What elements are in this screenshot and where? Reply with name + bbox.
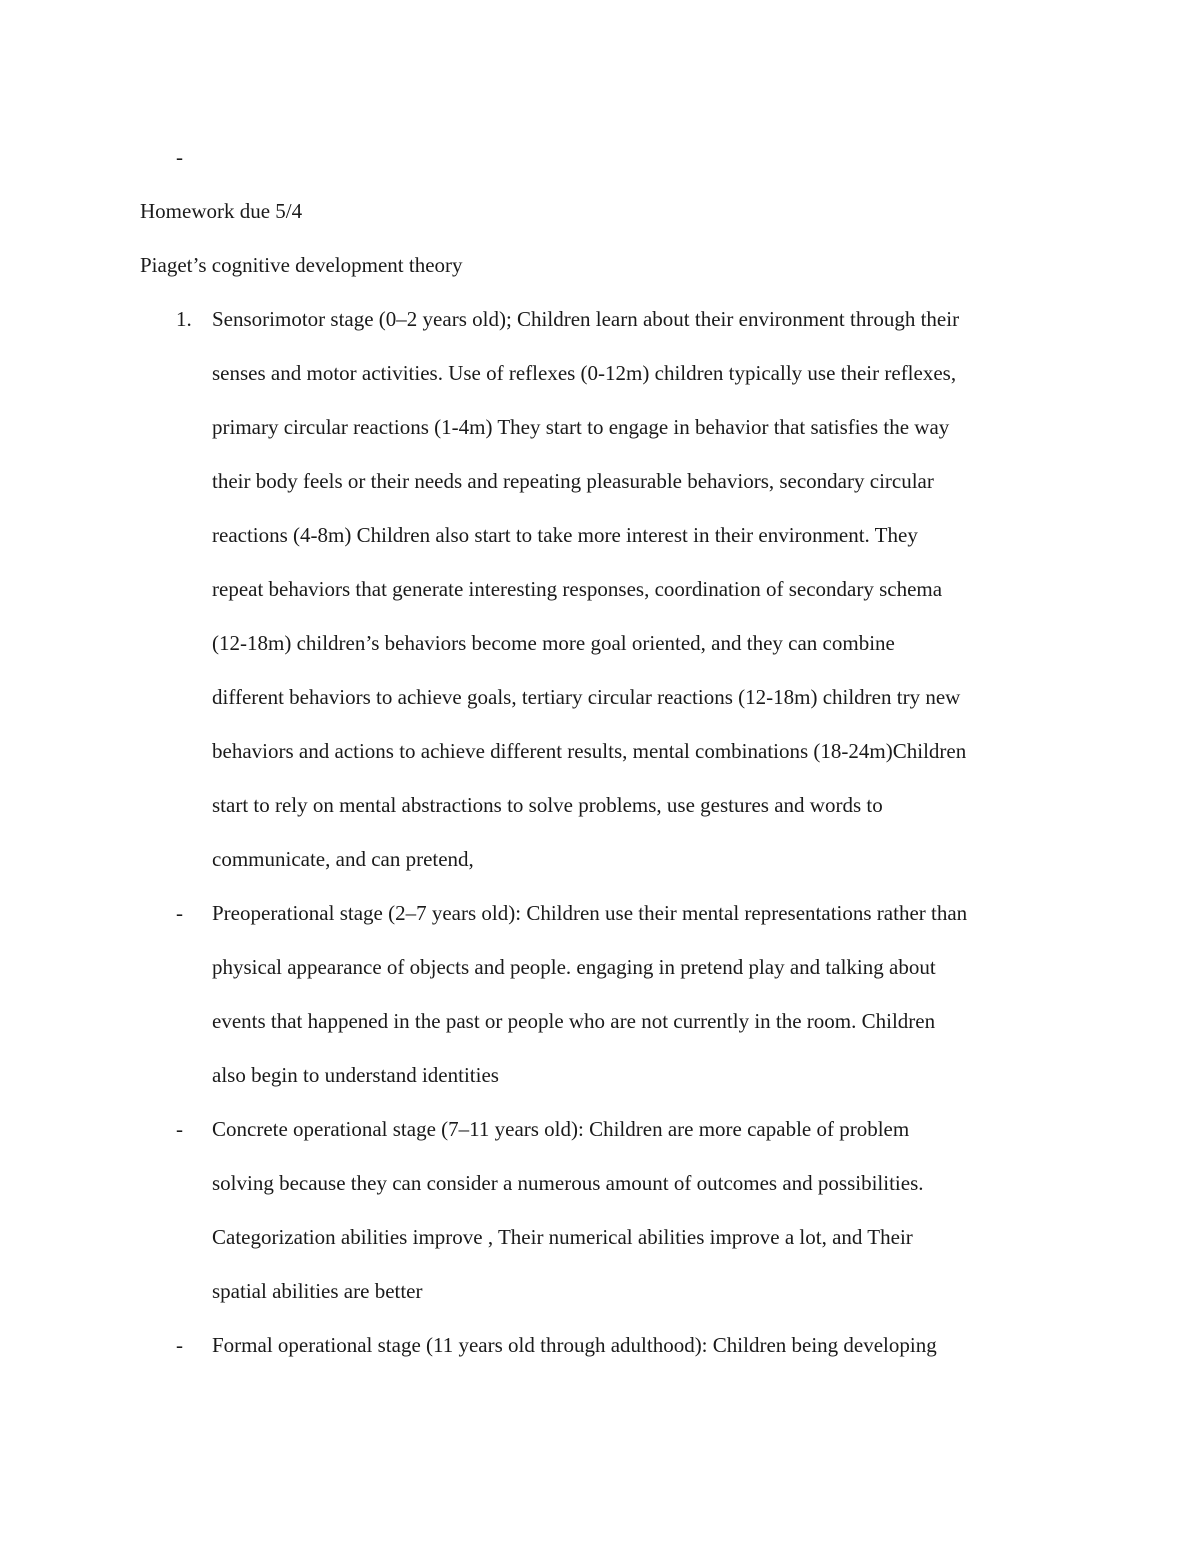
list-item-line: their body feels or their needs and repeating pleasurable behaviors, secondary circular [212,469,934,493]
list-item-line: physical appearance of objects and people. engaging in pretend play and talking about [212,955,936,979]
list-item-line: Categorization abilities improve , Their numerical abilities improve a lot, and Their [212,1225,913,1249]
list-item-line: primary circular reactions (1-4m) They start to engage in behavior that satisfies the way [212,415,950,439]
list-item [140,901,1080,1117]
list-item-line: Sensorimotor stage (0–2 years old); Children learn about their environment through their [212,307,960,331]
list-item [140,1117,1080,1333]
list-item-line: reactions (4-8m) Children also start to take more interest in their environment. They [212,523,918,547]
list-item-marker: - [176,901,183,925]
document-subtitle: Piaget’s cognitive development theory [140,253,463,277]
document-title: Homework due 5/4 [140,199,303,223]
list-item-line: Preoperational stage (2–7 years old): Children use their mental representations rather than [212,901,968,925]
list-item-line: communicate, and can pretend, [212,847,474,871]
list-item-line: Concrete operational stage (7–11 years old): Children are more capable of problem [212,1117,910,1141]
list-item-line: start to rely on mental abstractions to solve problems, use gestures and words to [212,793,883,817]
list-item-marker: 1. [176,307,192,331]
list-item-line: events that happened in the past or people who are not currently in the room. Children [212,1009,936,1033]
list-item-line: senses and motor activities. Use of reflexes (0-12m) children typically use their reflexes, [212,361,957,385]
list-item [140,307,1080,901]
list-item [140,1333,1080,1387]
list-item-line: also begin to understand identities [212,1063,499,1087]
list-item-marker: - [176,1117,183,1141]
top-dash-marker: - [176,145,183,169]
stage-list [140,307,1080,1387]
list-item-marker: - [176,1333,183,1357]
list-item-line: Formal operational stage (11 years old through adulthood): Children being developing [212,1333,937,1357]
list-item-line: repeat behaviors that generate interesting responses, coordination of secondary schema [212,577,943,601]
list-item-line: spatial abilities are better [212,1279,423,1303]
list-item-line: different behaviors to achieve goals, tertiary circular reactions (12-18m) children try new [212,685,961,709]
list-item-line: (12-18m) children’s behaviors become more goal oriented, and they can combine [212,631,895,655]
list-item-line: behaviors and actions to achieve different results, mental combinations (18-24m)Children [212,739,967,763]
list-item-line: solving because they can consider a numerous amount of outcomes and possibilities. [212,1171,924,1195]
